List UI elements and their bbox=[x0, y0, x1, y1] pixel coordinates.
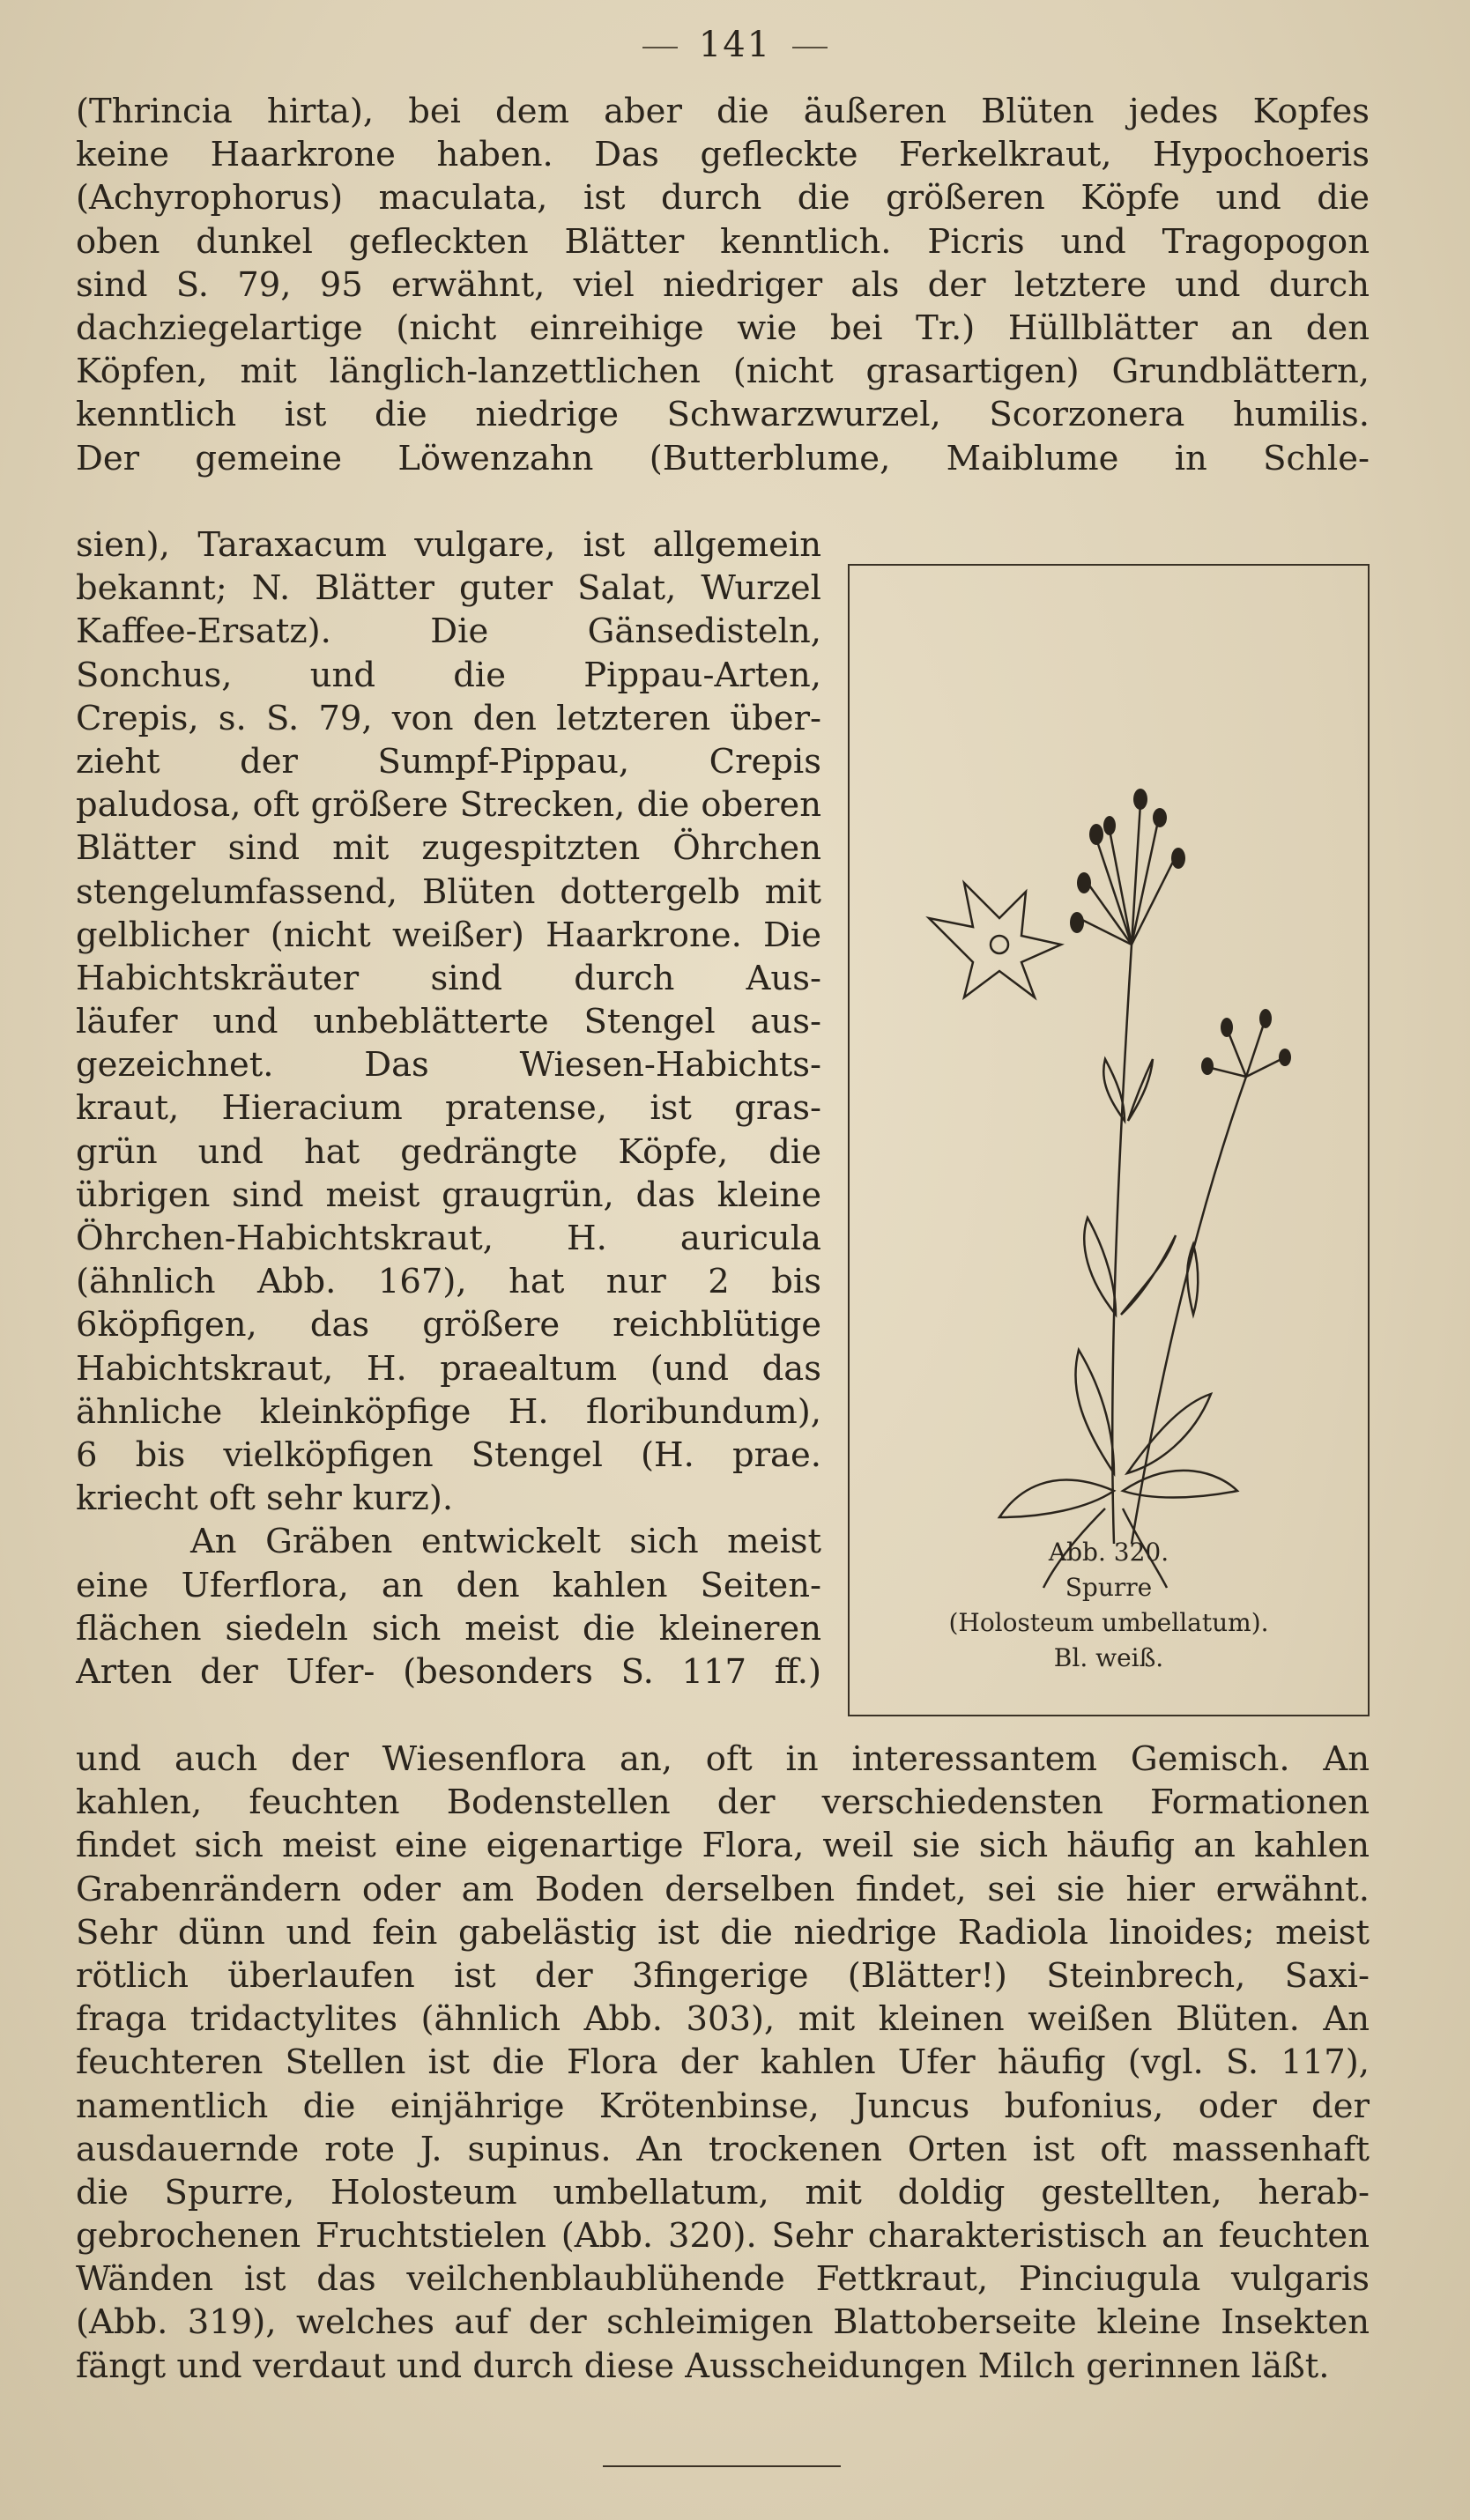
text-line: Sonchus, und die Pippau-Arten, bbox=[76, 655, 821, 695]
text-line: rötlich überlaufen ist der 3fingerige (Blätter!) Steinbrech, Saxi- bbox=[76, 1955, 1370, 1996]
text-line: gebrochenen Fruchtstielen (Abb. 320). Sehr charakteristisch an feuchten bbox=[76, 2216, 1370, 2257]
text-line: bekannt; N. Blätter guter Salat, Wurzel bbox=[76, 568, 821, 609]
text-line: zieht der Sumpf-Pippau, Crepis bbox=[76, 741, 821, 782]
text-line: Grabenrändern oder am Boden derselben findet, sei sie hier erwähnt. bbox=[76, 1869, 1370, 1909]
text-line: dachziegelartige (nicht einreihige wie bei Tr.) Hüllblätter an den bbox=[76, 308, 1370, 348]
dash-left bbox=[642, 47, 678, 48]
text-line: feuchteren Stellen ist die Flora der kahlen Ufer häufig (vgl. S. 117), bbox=[76, 2042, 1370, 2083]
page-number: 141 bbox=[0, 25, 1470, 65]
figure-box bbox=[848, 564, 1370, 1716]
text-line: (Thrincia hirta), bei dem aber die äußeren Blüten jedes Kopfes bbox=[76, 92, 1370, 131]
text-line: paludosa, oft größere Strecken, die oberen bbox=[76, 785, 821, 826]
text-line: grün und hat gedrängte Köpfe, die bbox=[76, 1131, 821, 1172]
text-line: ähnliche kleinköpfige H. floribundum), bbox=[76, 1391, 821, 1432]
text-line: stengelumfassend, Blüten dottergelb mit bbox=[76, 871, 821, 912]
bottom-paragraph bbox=[76, 1738, 1370, 2388]
text-line: Öhrchen-Habichtskraut, H. auricula bbox=[76, 1219, 821, 1258]
text-line: Habichtskraut, H. praealtum (und das bbox=[76, 1348, 821, 1389]
text-line: läufer und unbeblätterte Stengel aus- bbox=[76, 1002, 821, 1042]
text-line: Köpfen, mit länglich-lanzettlichen (nicht grasartigen) Grundblättern, bbox=[76, 352, 1370, 392]
caption-name: Spurre bbox=[1065, 1573, 1153, 1602]
figure-caption bbox=[850, 1535, 1368, 1676]
caption-number: Abb. 320. bbox=[1048, 1538, 1169, 1567]
text-line: fraga tridactylites (ähnlich Abb. 303), mit kleinen weißen Blüten. An bbox=[76, 1999, 1370, 2040]
text-line: kriecht oft sehr kurz). bbox=[76, 1479, 454, 1519]
text-line: 6köpfigen, das größere reichblütige bbox=[76, 1305, 821, 1345]
caption-note: Bl. weiß. bbox=[1053, 1643, 1164, 1672]
text-line: ausdauernde rote J. supinus. An trockenen Orten ist oft massenhaft bbox=[76, 2129, 1370, 2169]
text-line: fängt und verdaut und durch diese Ausscheidungen Milch gerinnen läßt. bbox=[76, 2346, 1330, 2386]
holosteum-plant-illustration-icon bbox=[876, 698, 1343, 1597]
text-line: kraut, Hieracium pratense, ist gras- bbox=[76, 1088, 821, 1129]
text-line: Kaffee-Ersatz). Die Gänsedisteln, bbox=[76, 611, 821, 652]
text-line: findet sich meist eine eigenartige Flora, weil sie sich häufig an kahlen bbox=[76, 1826, 1370, 1866]
text-line: flächen siedeln sich meist die kleineren bbox=[76, 1608, 821, 1649]
text-line: und auch der Wiesenflora an, oft in interessantem Gemisch. An bbox=[76, 1739, 1370, 1779]
dash-right bbox=[792, 47, 828, 48]
text-line: sien), Taraxacum vulgare, ist allgemein bbox=[76, 525, 821, 565]
text-line: (Achyrophorus) maculata, ist durch die größeren Köpfe und die bbox=[76, 178, 1370, 219]
text-line: Arten der Ufer- (besonders S. 117 ff.) bbox=[76, 1651, 821, 1692]
text-line: sind S. 79, 95 erwähnt, viel niedriger als der letztere und durch bbox=[76, 264, 1370, 305]
text-line: kenntlich ist die niedrige Schwarzwurzel, Scorzonera humilis. bbox=[76, 395, 1370, 435]
text-line: die Spurre, Holosteum umbellatum, mit doldig gestellten, herab- bbox=[76, 2172, 1370, 2212]
caption-latin: (Holosteum umbellatum). bbox=[948, 1608, 1269, 1637]
text-line: übrigen sind meist graugrün, das kleine bbox=[76, 1175, 821, 1215]
text-line: kahlen, feuchten Bodenstellen der verschiedensten Formationen bbox=[76, 1783, 1370, 1823]
text-line: An Gräben entwickelt sich meist bbox=[76, 1522, 821, 1562]
narrow-paragraph bbox=[76, 523, 821, 1694]
text-line: gezeichnet. Das Wiesen-Habichts- bbox=[76, 1045, 821, 1086]
text-line: Sehr dünn und fein gabelästig ist die niedrige Radiola linoides; meist bbox=[76, 1912, 1370, 1953]
text-line: 6 bis vielköpfigen Stengel (H. prae. bbox=[76, 1434, 821, 1475]
top-paragraph bbox=[76, 90, 1370, 480]
bottom-rule bbox=[603, 2465, 841, 2467]
text-line: Wänden ist das veilchenblaublühende Fettkraut, Pinciugula vulgaris bbox=[76, 2259, 1370, 2300]
text-line: eine Uferflora, an den kahlen Seiten- bbox=[76, 1565, 821, 1605]
text-line: keine Haarkrone haben. Das gefleckte Ferkelkraut, Hypochoeris bbox=[76, 135, 1370, 175]
text-line: Crepis, s. S. 79, von den letzteren über- bbox=[76, 698, 821, 738]
text-line: Blätter sind mit zugespitzten Öhrchen bbox=[76, 828, 821, 869]
text-line: namentlich die einjährige Krötenbinse, Juncus bufonius, oder der bbox=[76, 2086, 1370, 2126]
text-line: (ähnlich Abb. 167), hat nur 2 bis bbox=[76, 1262, 821, 1302]
text-line: (Abb. 319), welches auf der schleimigen Blattoberseite kleine Insekten bbox=[76, 2302, 1370, 2343]
text-line: Der gemeine Löwenzahn (Butterblume, Maiblume in Schle- bbox=[76, 438, 1370, 478]
text-line: gelblicher (nicht weißer) Haarkrone. Die bbox=[76, 915, 821, 955]
text-line: Habichtskräuter sind durch Aus- bbox=[76, 958, 821, 998]
text-line: oben dunkel gefleckten Blätter kenntlich. Picris und Tragopogon bbox=[76, 221, 1370, 262]
